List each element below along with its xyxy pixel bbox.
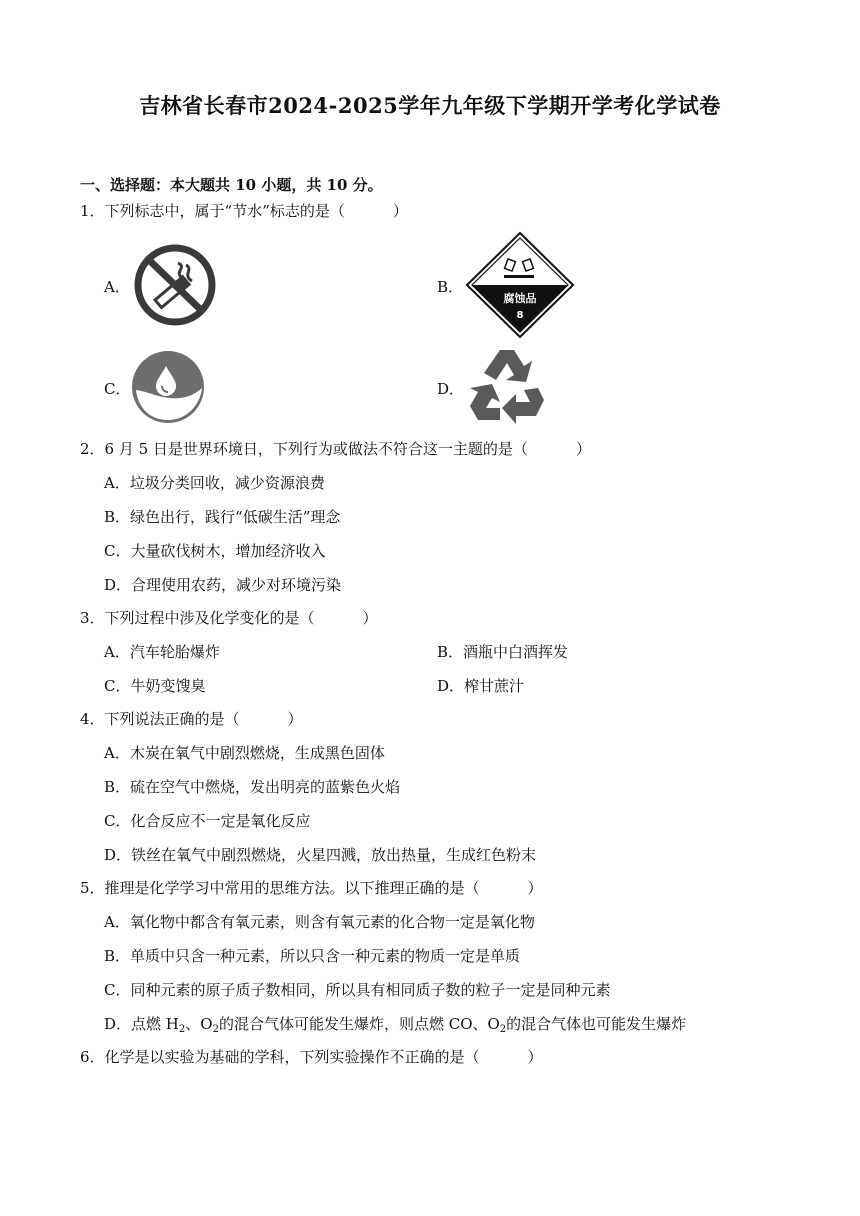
question-3-option-a: A．汽车轮胎爆炸 [104, 643, 220, 661]
page-title: 吉林省长春市2024-2025学年九年级下学期开学考化学试卷 [139, 93, 721, 118]
question-4-stem: 4．下列说法正确的是（ ） [80, 710, 303, 728]
question-4-option-a: A．木炭在氧气中剧烈燃烧，生成黑色固体 [104, 744, 385, 762]
recycling-sign-icon [466, 344, 548, 426]
option-label-c: C． [104, 380, 131, 398]
question-3-stem: 3．下列过程中涉及化学变化的是（ ） [80, 609, 378, 627]
question-4-option-c: C．化合反应不一定是氧化反应 [104, 812, 311, 830]
question-2-option-a: A．垃圾分类回收，减少资源浪费 [104, 474, 325, 492]
question-6-stem: 6．化学是以实验为基础的学科，下列实验操作不正确的是（ ） [80, 1048, 543, 1066]
hazard-sign-number: 8 [516, 310, 524, 321]
section-heading: 一、选择题：本大题共 10 小题，共 10 分。 [80, 176, 383, 194]
question-5-stem: 5．推理是化学学习中常用的思维方法。以下推理正确的是（ ） [80, 879, 543, 897]
question-2-option-c: C．大量砍伐树木，增加经济收入 [104, 542, 326, 560]
question-5-option-a: A．氧化物中都含有氧元素，则含有氧元素的化合物一定是氧化物 [104, 913, 535, 931]
question-5-option-c: C．同种元素的原子质子数相同，所以具有相同质子数的粒子一定是同种元素 [104, 981, 611, 999]
option-label-d: D． [437, 380, 465, 398]
no-smoking-sign-icon [132, 243, 218, 327]
option-label-a: A． [104, 278, 130, 296]
question-5-option-d: D．点燃 $H_2$、$O_2$的混合气体可能发生爆炸，则点燃 CO、$O_2$的混合气体也可能发生爆炸 [104, 1015, 687, 1035]
question-3-option-c: C．牛奶变馊臭 [104, 677, 206, 695]
corrosive-hazard-sign-icon [464, 230, 576, 340]
option-label-b: B． [437, 278, 464, 296]
question-2-stem: 2．6 月 5 日是世界环境日，下列行为或做法不符合这一主题的是（ ） [80, 440, 591, 458]
question-1-stem: 1．下列标志中，属于“节水”标志的是（ ） [80, 202, 408, 220]
water-saving-sign-icon [130, 350, 206, 424]
question-3-option-b: B．酒瓶中白酒挥发 [437, 643, 569, 661]
question-2-option-b: B．绿色出行，践行“低碳生活”理念 [104, 508, 341, 526]
question-5-option-b: B．单质中只含一种元素，所以只含一种元素的物质一定是单质 [104, 947, 521, 965]
hazard-sign-text: 腐蚀品 [503, 292, 537, 305]
question-3-option-d: D．榨甘蔗汁 [437, 677, 525, 695]
question-4-option-d: D．铁丝在氧气中剧烈燃烧，火星四溅，放出热量，生成红色粉末 [104, 846, 537, 864]
question-4-option-b: B．硫在空气中燃烧，发出明亮的蓝紫色火焰 [104, 778, 401, 796]
question-2-option-d: D．合理使用农药，减少对环境污染 [104, 576, 342, 594]
